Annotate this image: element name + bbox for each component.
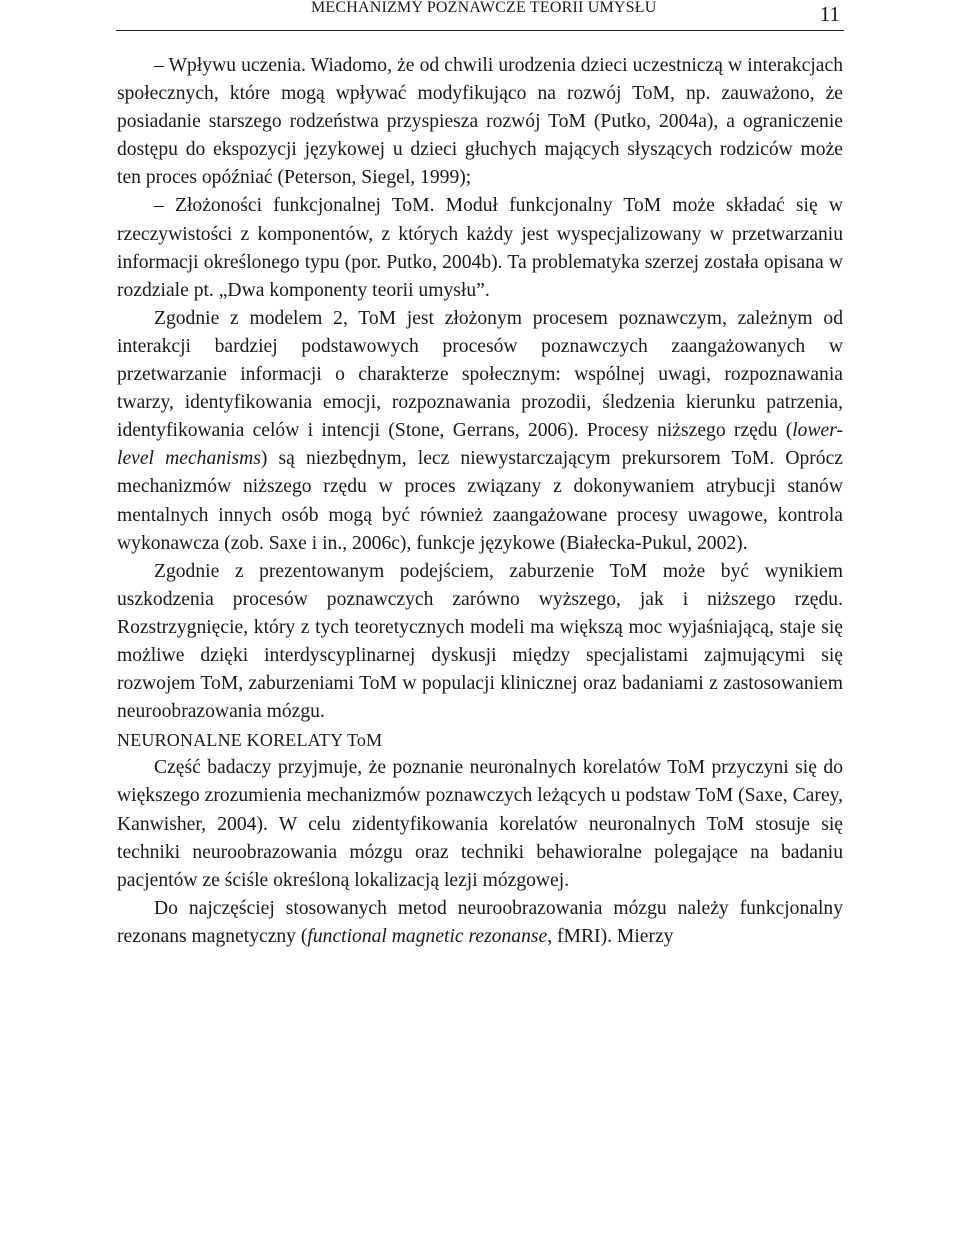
body-text [117, 52, 843, 951]
running-header [116, 0, 844, 31]
list-item: – Złożoności funkcjonalnej ToM. Moduł funkcjonalny ToM może składać się w rzeczywistości z komponentów, z których każdy jest wyspecjalizowany w przetwarzaniu informacji określonego typu (por. Putko, 2004b). Ta problematyka szerzej została opisana w rozdziale pt. „Dwa komponenty teorii umysłu”. [117, 195, 843, 301]
section-title: NEURONALNE KORELATY ToM [117, 730, 383, 751]
page-number: 11 [819, 2, 840, 26]
paragraph-fmri-italic: functional magnetic rezonanse [307, 925, 548, 947]
paragraph-model-text-b: ) są niezbędnym, lecz niewystarczającym prekursorem ToM. Oprócz mechanizmów niższego rzędu w proces związany z dokonywaniem atrybucji stanów mentalnych innych osób mogą być również zaangażowane procesy uwagowe, kontrola wykonawcza (zob. Saxe i in., 2006c), funkcje językowe (Białecka-Pukul, 2002). [117, 448, 844, 554]
paragraph-model-italic: lower-level mechanisms [117, 420, 843, 470]
paragraph-model [117, 305, 843, 558]
list-item: – Wpływu uczenia. Wiadomo, że od chwili urodzenia dzieci uczestniczą w interakcjach społecznych, które mogą wpływać modyfikująco na rozwój ToM, np. zauważono, że posiadanie starszego rodzeństwa przyspiesza rozwój ToM (Putko, 2004a), a ograniczenie dostępu do ekspozycji językowej u dzieci głuchych mających słyszących rodziców może ten proces opóźniać (Peterson, Siegel, 1999); [117, 55, 843, 189]
paragraph-fmri [117, 895, 843, 951]
paragraph-researchers: Część badaczy przyjmuje, że poznanie neuronalnych korelatów ToM przyczyni się do większego zrozumienia mechanizmów poznawczych leżących u podstaw ToM (Saxe, Carey, Kanwisher, 2004). W celu zidentyfikowania korelatów neuronalnych ToM stosuje się techniki neuroobrazowania mózgu oraz techniki behawioralne polegające na badaniu pacjentów ze ściśle określoną lokalizacją lezji mózgowej. [117, 757, 843, 891]
paragraph-fmri-text-b: , fMRI). Mierzy [547, 925, 674, 947]
running-title: MECHANIZMY POZNAWCZE TEORII UMYSŁU [311, 0, 657, 16]
paragraph-model-text-a: Zgodnie z modelem 2, ToM jest złożonym procesem poznawczym, zależnym od interakcji bardziej podstawowych procesów poznawczych zaangażowanych w przetwarzanie informacji o charakterze społecznym: wspólnej uwagi, rozpoznawania twarzy, identyfikowania emocji, rozpoznawania prozodii, śledzenia kierunku patrzenia, identyfikowania celów i intencji (Stone, Gerrans, 2006). Procesy niższego rzędu ( [117, 307, 843, 442]
paragraph-approach: Zgodnie z prezentowanym podejściem, zaburzenie ToM może być wynikiem uszkodzenia procesów poznawczych zarówno wyższego, jak i niższego rzędu. Rozstrzygnięcie, który z tych teoretycznych modeli ma większą moc wyjaśniającą, staje się możliwe dzięki interdyscyplinarnej dyskusji między specjalistami zajmującymi się rozwojem ToM, zaburzeniami ToM w populacji klinicznej oraz badaniami z zastosowaniem neuroobrazowania mózgu. [117, 560, 843, 723]
paragraph-fmri-text-a: Do najczęściej stosowanych metod neuroobrazowania mózgu należy funkcjonalny rezonans magnetyczny ( [117, 897, 843, 947]
